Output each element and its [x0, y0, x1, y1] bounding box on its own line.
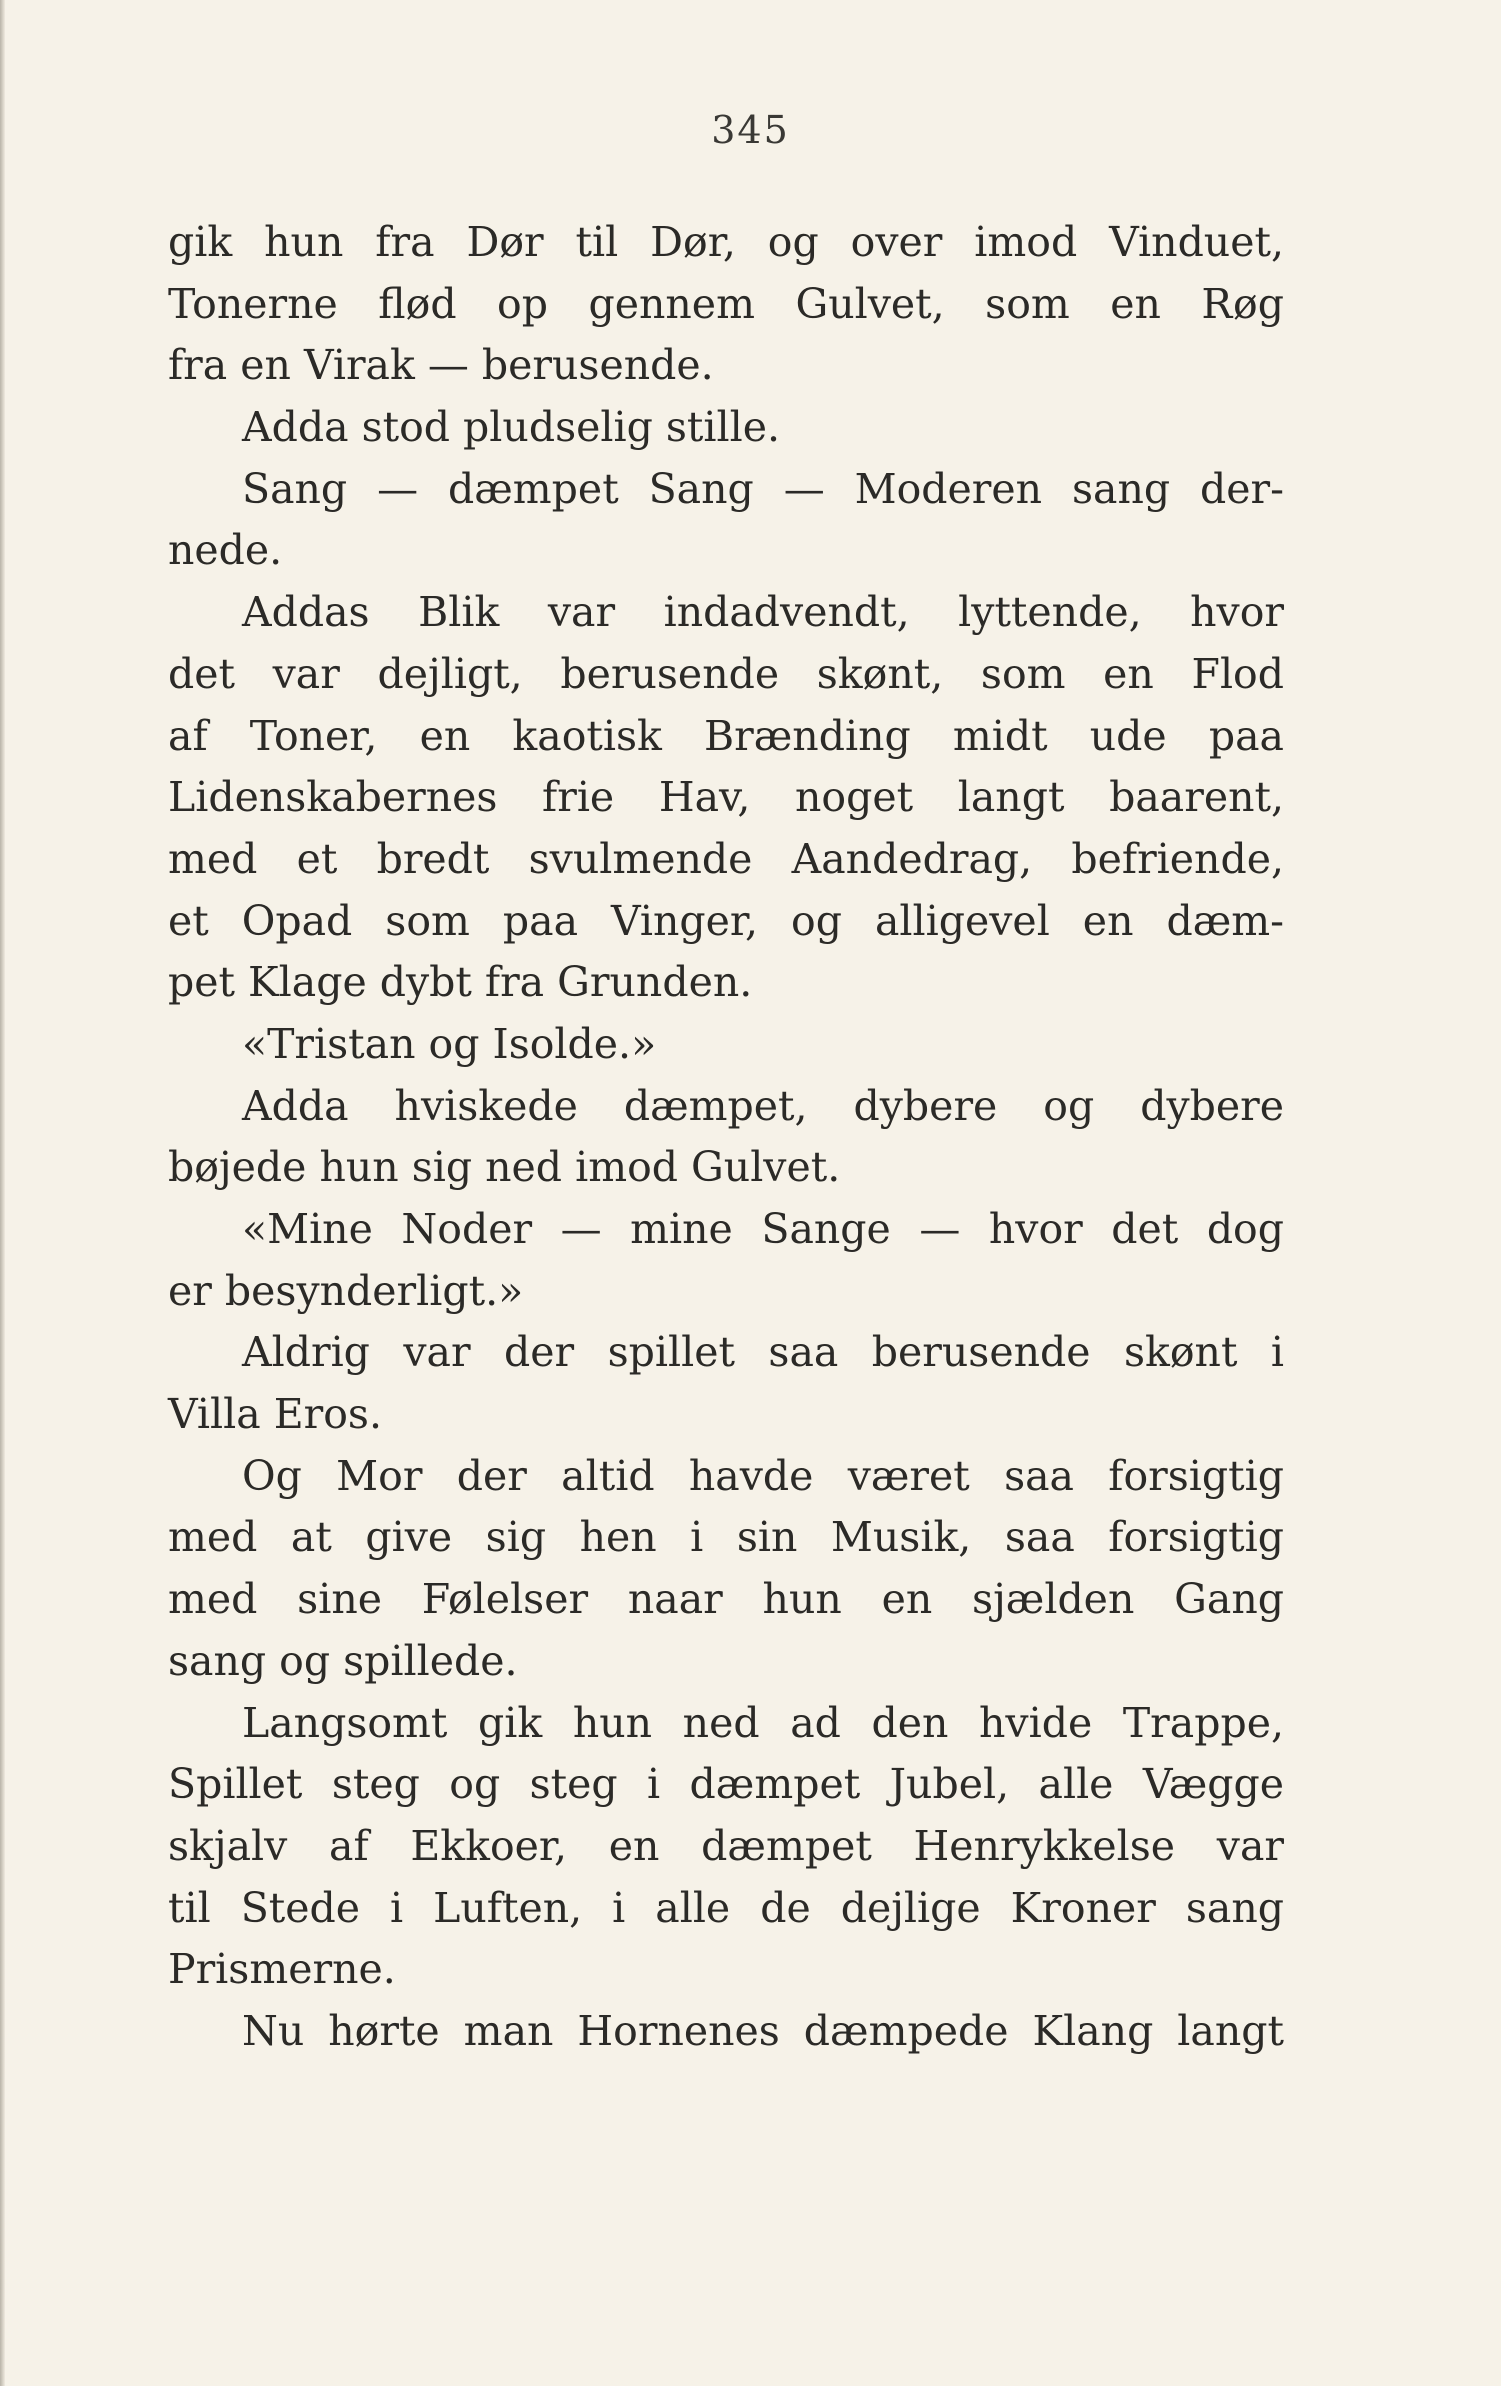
- text-line: med et bredt svulmende Aandedrag, befriende,: [168, 834, 1284, 883]
- text-line: nede.: [168, 526, 283, 575]
- text-line: Villa Eros.: [168, 1390, 382, 1439]
- text-line: Langsomt gik hun ned ad den hvide Trappe,: [242, 1698, 1284, 1747]
- text-line: af Toner, en kaotisk Brænding midt ude paa: [168, 711, 1284, 760]
- text-line: Nu hørte man Hornenes dæmpede Klang langt: [242, 2006, 1284, 2055]
- text-line: Prismerne.: [168, 1945, 396, 1994]
- text-line: med at give sig hen i sin Musik, saa forsigtig: [168, 1513, 1284, 1562]
- text-line: Adda stod pludselig stille.: [242, 403, 781, 452]
- text-line: fra en Virak — berusende.: [168, 341, 714, 390]
- text-line: det var dejligt, berusende skønt, som en Flod: [168, 649, 1284, 698]
- text-line: Adda hviskede dæmpet, dybere og dybere: [242, 1081, 1284, 1130]
- text-line: Addas Blik var indadvendt, lyttende, hvor: [242, 588, 1284, 637]
- text-line: Spillet steg og steg i dæmpet Jubel, alle Vægge: [168, 1760, 1284, 1809]
- text-line: bøjede hun sig ned imod Gulvet.: [168, 1143, 841, 1192]
- text-line: sang og spillede.: [168, 1636, 518, 1685]
- text-line: er besynderligt.»: [168, 1266, 524, 1315]
- body-text: [168, 212, 1284, 2063]
- text-line: «Tristan og Isolde.»: [242, 1019, 657, 1068]
- page-left-edge: [0, 0, 5, 2386]
- text-line: pet Klage dybt fra Grunden.: [168, 958, 753, 1007]
- text-line: Og Mor der altid havde været saa forsigtig: [242, 1451, 1284, 1500]
- text-line: med sine Følelser naar hun en sjælden Gang: [168, 1575, 1284, 1624]
- page-number: 345: [711, 108, 790, 152]
- text-line: «Mine Noder — mine Sange — hvor det dog: [242, 1205, 1284, 1253]
- text-line: et Opad som paa Vinger, og alligevel en dæm-: [168, 896, 1284, 945]
- text-line: Tonerne flød op gennem Gulvet, som en Røg: [168, 279, 1284, 328]
- text-line: til Stede i Luften, i alle de dejlige Kroner sang: [168, 1883, 1284, 1932]
- text-line: Aldrig var der spillet saa berusende skønt i: [242, 1328, 1284, 1377]
- text-line: Sang — dæmpet Sang — Moderen sang der-: [242, 464, 1284, 513]
- text-line: skjalv af Ekkoer, en dæmpet Henrykkelse var: [168, 1821, 1284, 1870]
- text-line: Lidenskabernes frie Hav, noget langt baarent,: [168, 773, 1284, 822]
- text-line: gik hun fra Dør til Dør, og over imod Vinduet,: [168, 218, 1284, 266]
